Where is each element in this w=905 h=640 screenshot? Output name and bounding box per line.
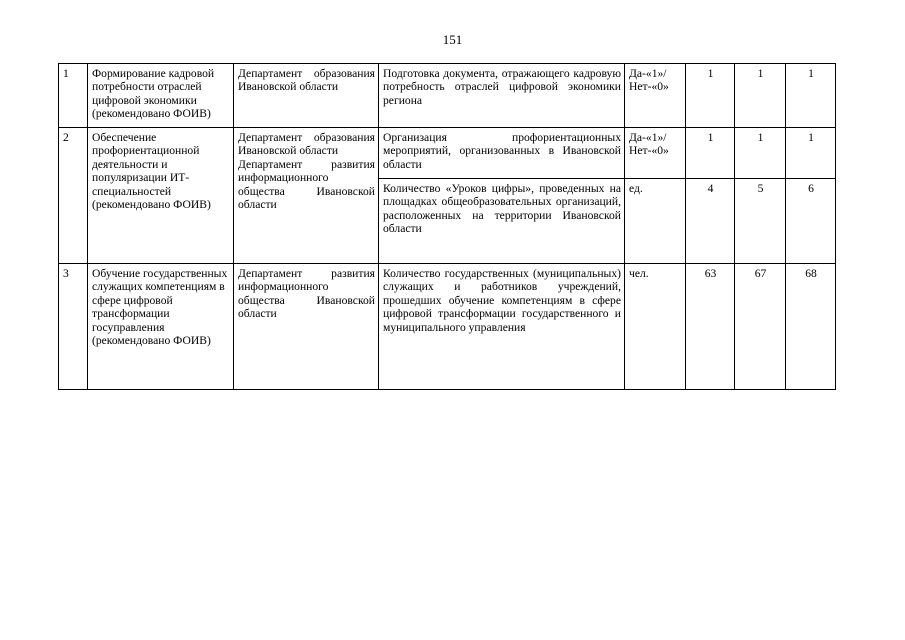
responsible-department: Департамент развития информационного общества Ивановской области bbox=[238, 267, 375, 321]
indicator-cell: Количество «Уроков цифры», проведенных на площадках общеобразовательных организаций, расположенных на территории Ивановской области bbox=[379, 179, 625, 264]
table-row bbox=[59, 64, 836, 128]
goal-cell: Обеспечение профориентационной деятельности и популяризации ИТ-специальностей (рекомендовано ФОИВ) bbox=[88, 128, 234, 264]
row-number: 2 bbox=[59, 128, 88, 264]
unit-cell: чел. bbox=[625, 264, 686, 390]
value-cell-2: 1 bbox=[735, 128, 786, 179]
row-number: 3 bbox=[59, 264, 88, 390]
value-cell-1: 4 bbox=[686, 179, 735, 264]
table-row bbox=[59, 128, 836, 179]
indicator-cell: Подготовка документа, отражающего кадровую потребность отраслей цифровой экономики региона bbox=[379, 64, 625, 128]
responsible-department: Департамент развития информационного общества Ивановской области bbox=[238, 157, 375, 212]
row-number: 1 bbox=[59, 64, 88, 128]
value-cell-3: 68 bbox=[786, 264, 836, 390]
value-cell-3: 6 bbox=[786, 179, 836, 264]
indicator-cell: Количество государственных (муниципальных) служащих и работников учреждений, прошедших обучение компетенциям в сфере цифровой трансформации государственного и муниципального управления bbox=[379, 264, 625, 390]
goal-cell: Формирование кадровой потребности отраслей цифровой экономики (рекомендовано ФОИВ) bbox=[88, 64, 234, 128]
value-cell-1: 1 bbox=[686, 64, 735, 128]
responsible-cell bbox=[234, 128, 379, 264]
responsible-cell bbox=[234, 264, 379, 390]
measures-table bbox=[58, 63, 836, 390]
table-row bbox=[59, 264, 836, 390]
goal-cell: Обучение государственных служащих компетенциям в сфере цифровой трансформации госуправления (рекомендовано ФОИВ) bbox=[88, 264, 234, 390]
value-cell-2: 67 bbox=[735, 264, 786, 390]
unit-cell: Да-«1»/ Нет-«0» bbox=[625, 64, 686, 128]
value-cell-1: 63 bbox=[686, 264, 735, 390]
unit-cell: Да-«1»/ Нет-«0» bbox=[625, 128, 686, 179]
page-number: 151 bbox=[442, 32, 463, 47]
value-cell-3: 1 bbox=[786, 64, 836, 128]
responsible-department: Департамент образования Ивановской области bbox=[238, 67, 375, 94]
responsible-department: Департамент образования Ивановской области bbox=[238, 131, 375, 158]
value-cell-2: 1 bbox=[735, 64, 786, 128]
value-cell-1: 1 bbox=[686, 128, 735, 179]
unit-cell: ед. bbox=[625, 179, 686, 264]
value-cell-3: 1 bbox=[786, 128, 836, 179]
value-cell-2: 5 bbox=[735, 179, 786, 264]
responsible-cell bbox=[234, 64, 379, 128]
indicator-cell: Организация профориентационных мероприятий, организованных в Ивановской области bbox=[379, 128, 625, 179]
